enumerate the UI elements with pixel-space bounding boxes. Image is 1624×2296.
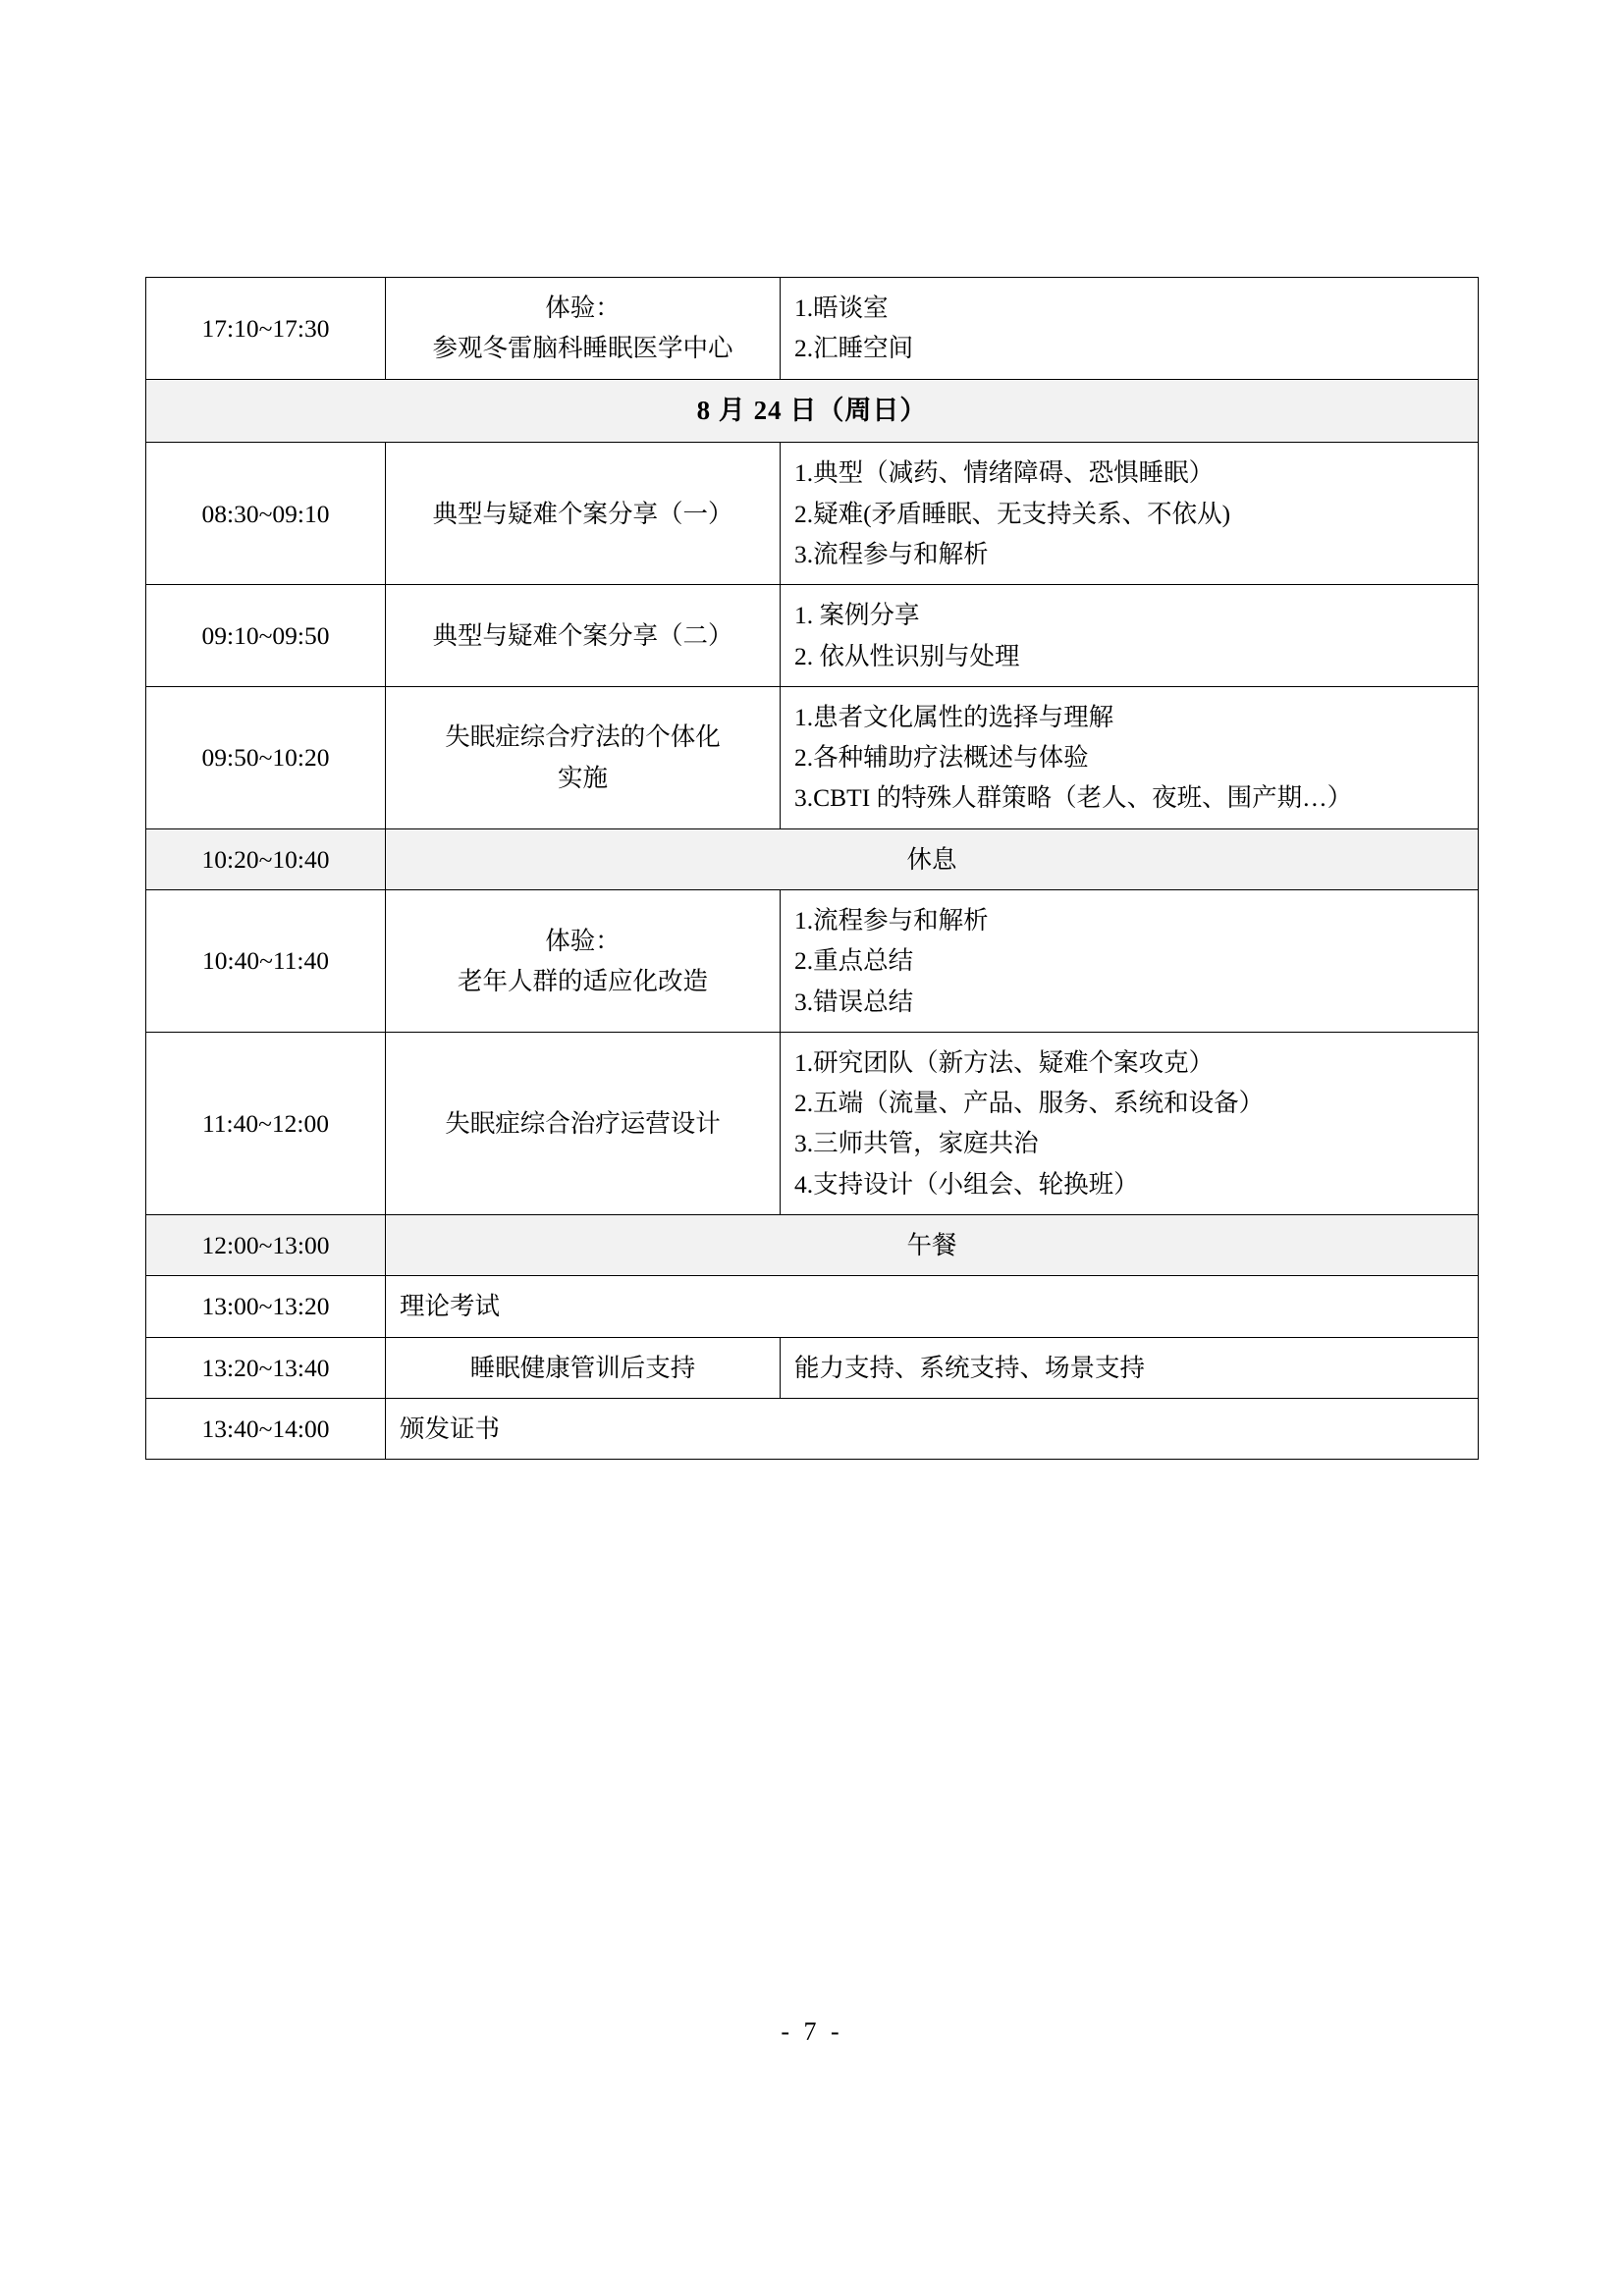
time-cell: 09:50~10:20	[146, 686, 386, 828]
topic-line: 失眠症综合治疗运营设计	[445, 1108, 721, 1138]
topic-cell	[386, 1032, 781, 1214]
time-cell: 13:00~13:20	[146, 1276, 386, 1337]
schedule-table	[145, 277, 1479, 1460]
topic-line: 老年人群的适应化改造	[457, 966, 708, 995]
detail-line: 3.CBTI 的特殊人群策略（老人、夜班、围产期…）	[794, 783, 1353, 813]
detail-line: 1.患者文化属性的选择与理解	[794, 702, 1114, 731]
page-number: - 7 -	[781, 2017, 843, 2046]
topic-cell	[386, 278, 781, 380]
detail-line: 2.重点总结	[794, 946, 914, 976]
detail-line: 能力支持、系统支持、场景支持	[794, 1353, 1146, 1382]
detail-line: 2.五端（流量、产品、服务、系统和设备）	[794, 1089, 1265, 1118]
table-row	[146, 278, 1479, 380]
topic-cell	[386, 686, 781, 828]
table-row	[146, 443, 1479, 585]
detail-line: 1.研究团队（新方法、疑难个案攻克）	[794, 1047, 1215, 1077]
detail-cell	[781, 890, 1479, 1033]
topic-line: 体验：	[545, 294, 621, 322]
table-row	[146, 890, 1479, 1033]
detail-line: 2.疑难(矛盾睡眠、无支持关系、不依从)	[794, 499, 1231, 528]
detail-cell	[781, 1337, 1479, 1398]
detail-cell	[781, 585, 1479, 687]
detail-line: 2.各种辅助疗法概述与体验	[794, 743, 1089, 773]
table-row-break	[146, 1215, 1479, 1276]
day-header: 8 月 24 日（周日）	[146, 379, 1479, 443]
time-cell: 10:40~11:40	[146, 890, 386, 1033]
table-row	[146, 1276, 1479, 1337]
topic-cell	[386, 890, 781, 1033]
detail-cell	[781, 686, 1479, 828]
time-cell: 13:40~14:00	[146, 1398, 386, 1459]
detail-line: 1. 案例分享	[794, 601, 920, 630]
table-row-break	[146, 828, 1479, 889]
topic-line: 典型与疑难个案分享（一）	[432, 499, 733, 528]
detail-line: 2.汇睡空间	[794, 334, 914, 363]
detail-line: 1.典型（减药、情绪障碍、恐惧睡眠）	[794, 458, 1215, 488]
time-cell: 13:20~13:40	[146, 1337, 386, 1398]
topic-cell: 理论考试	[386, 1276, 1479, 1337]
break-label: 午餐	[386, 1215, 1479, 1276]
topic-cell	[386, 585, 781, 687]
topic-line: 体验：	[545, 926, 621, 955]
detail-cell	[781, 443, 1479, 585]
detail-line: 3.三师共管，家庭共治	[794, 1129, 1039, 1158]
table-row	[146, 1337, 1479, 1398]
detail-line: 1.流程参与和解析	[794, 906, 989, 934]
topic-cell	[386, 443, 781, 585]
table-row	[146, 1032, 1479, 1214]
detail-line: 4.支持设计（小组会、轮换班）	[794, 1169, 1139, 1199]
detail-cell	[781, 1032, 1479, 1214]
table-row	[146, 585, 1479, 687]
topic-cell: 颁发证书	[386, 1398, 1479, 1459]
table-row-day-header	[146, 379, 1479, 443]
topic-cell	[386, 1337, 781, 1398]
topic-line: 参观冬雷脑科睡眠医学中心	[432, 334, 733, 363]
topic-line: 失眠症综合疗法的个体化	[445, 722, 721, 752]
topic-line: 睡眠健康管训后支持	[469, 1353, 696, 1382]
detail-line: 1.晤谈室	[794, 294, 889, 322]
detail-line: 3.流程参与和解析	[794, 539, 989, 568]
time-cell: 09:10~09:50	[146, 585, 386, 687]
detail-line: 3.错误总结	[794, 987, 914, 1016]
time-cell: 11:40~12:00	[146, 1032, 386, 1214]
time-cell: 12:00~13:00	[146, 1215, 386, 1276]
detail-cell	[781, 278, 1479, 380]
break-label: 休息	[386, 828, 1479, 889]
topic-line: 实施	[557, 763, 608, 792]
detail-line: 2. 依从性识别与处理	[794, 641, 1020, 670]
time-cell: 08:30~09:10	[146, 443, 386, 585]
table-row	[146, 1398, 1479, 1459]
time-cell: 17:10~17:30	[146, 278, 386, 380]
topic-line: 典型与疑难个案分享（二）	[432, 620, 733, 650]
time-cell: 10:20~10:40	[146, 828, 386, 889]
table-row	[146, 686, 1479, 828]
